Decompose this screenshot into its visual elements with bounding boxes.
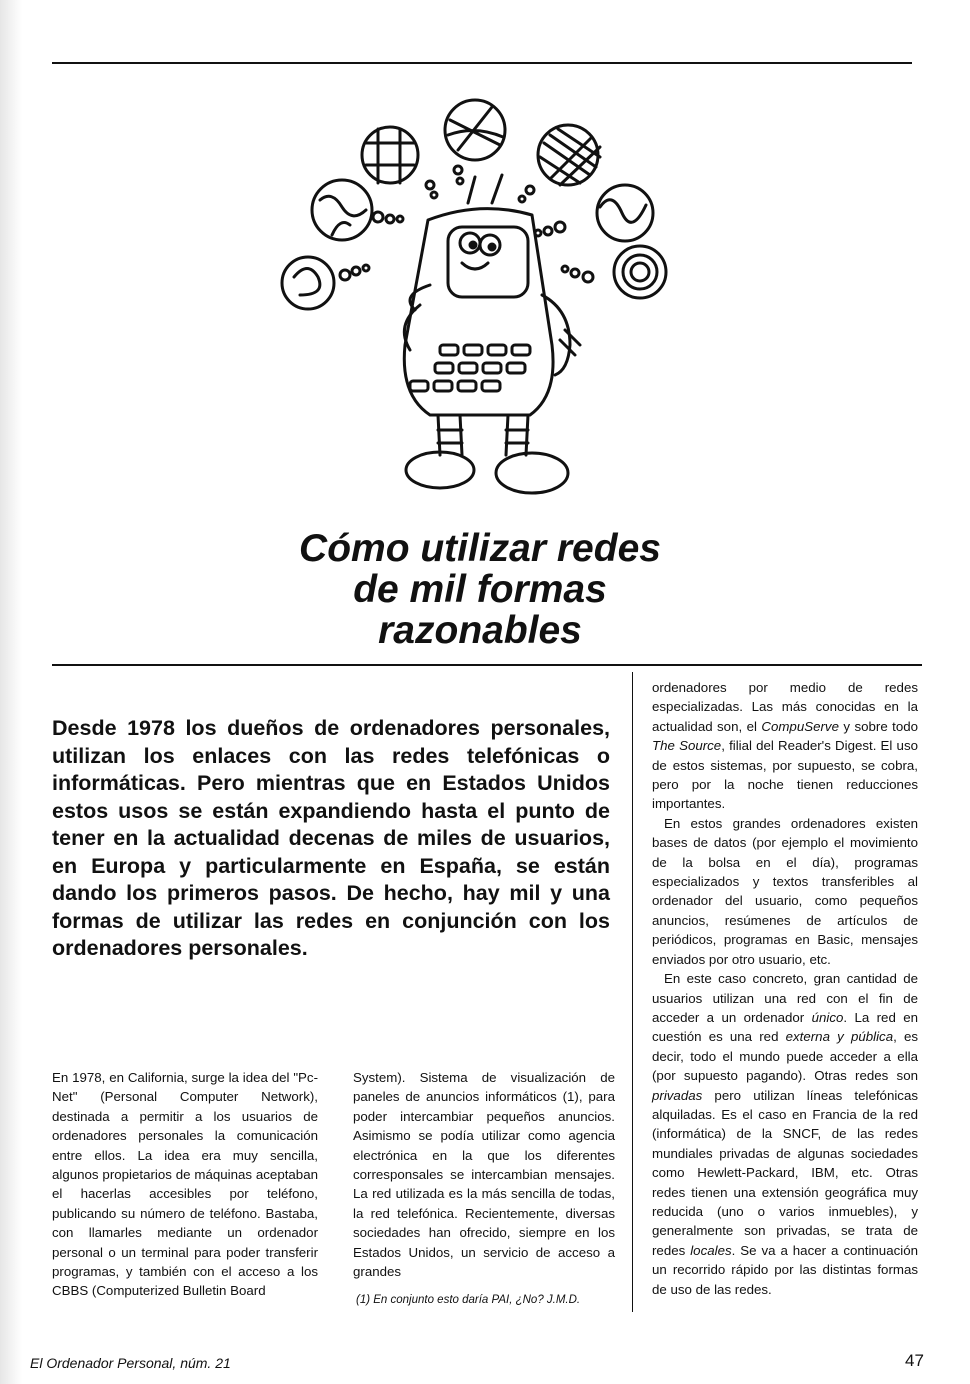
- journal-footer: El Ordenador Personal, núm. 21: [30, 1355, 231, 1371]
- column-rule: [632, 672, 633, 1312]
- body-column-1: [52, 1068, 318, 1301]
- column-3-paragraph-2: En estos grandes ordenadores existen bases de datos (por ejemplo el movimiento de la bolsa en el día), programas especializados y textos transferibles al ordenador del usuario, como pequeños anuncios, resúmenes de artículos de periódicos, programas en Basic, mensajes enviados por otro usuario, etc.: [652, 815, 918, 967]
- page-edge-shadow: [0, 0, 22, 1384]
- map-circle-icon: [312, 180, 372, 240]
- title-line-2: de mil formas: [353, 568, 607, 611]
- globe-grid-icon: [362, 127, 418, 183]
- top-rule: [52, 62, 912, 64]
- lead-paragraph: Desde 1978 los dueños de ordenadores personales, utilizan los enlaces con las redes telefónicas o informáticas. Pero mientras que en Estados Unidos estos usos se están expandiendo hasta el punto de tener en la actualidad decenas de miles de usuarios, en Europa y particularmente en España, se están dando los primeros pasos. De hecho, hay mil y una formas de utilizar las redes en conjunción con los ordenadores personales.: [52, 716, 610, 960]
- title-line-3: razonables: [378, 609, 582, 652]
- page-number: 47: [905, 1351, 924, 1370]
- article-title: [230, 528, 730, 651]
- swirl-icon: [597, 185, 653, 241]
- robot-illustration: [270, 95, 690, 515]
- column-3-paragraph-3: En este caso concreto, gran cantidad de usuarios utilizan una red con el fin de acceder a un ordenador único. La red en cuestión es una red externa y pública, es decir, todo el mundo puede acceder a ella (por supuesto pagando). Otras redes son privadas pero utilizan líneas telefónicas alquiladas. Es el caso en Francia de la red (informática) de la SNCF, de las redes mundiales privadas de algunas sociedades como Hewlett-Packard, IBM, etc. Otras redes tienen una extensión geográfica muy reducida (uno o varios inmuebles), y generalmente son privadas, se trata de redes locales. Se va a hacer a continuación un recorrido rápido por las distintas formas de uso de las redes.: [652, 971, 919, 1297]
- column-2-text: System). Sistema de visualización de paneles de anuncios informáticos (1), para poder intercambiar pequeños anuncios. Asimismo se podía utilizar como agencia electrónica en la que los diferentes corresponsales se intercambian mensajes. La red utilizada es la más sencilla de todas, la red telefónica. Recientemente, diversas sociedades han ofrecido, siempre en los Estados Unidos, un servicio de acceso a grandes: [353, 1070, 615, 1280]
- column-3-paragraph-1: ordenadores por medio de redes especializadas. Las más conocidas en la actualidad son, el CompuServe y sobre todo The Source, filial del Reader's Digest. El uso de estos sistemas, por supuesto, se cobra, pero por la noche tienen reducciones importantes.: [652, 680, 919, 812]
- body-column-3: [652, 678, 918, 1299]
- footnote: (1) En conjunto esto daría PAI, ¿No? J.M.D.: [356, 1294, 581, 1306]
- body-column-2: [353, 1068, 615, 1281]
- title-rule: [52, 664, 922, 666]
- snake-circle-icon: [282, 257, 334, 309]
- column-1-text: En 1978, en California, surge la idea del "Pc-Net" (Personal Computer Network), destinada a permitir a los usuarios de ordenadores personales la comunicación entre ellos. La idea era muy sencilla, algunos propietarios de máquinas aceptaban el hacerlas accesibles por teléfono, publicando su número de teléfono. Bastaba, con llamarles mediante un ordenador personal o un terminal para poder transferir programas, y también con el acceso a los CBBS (Computerized Bulletin Board: [52, 1070, 318, 1299]
- title-line-1: Cómo utilizar redes: [299, 527, 661, 570]
